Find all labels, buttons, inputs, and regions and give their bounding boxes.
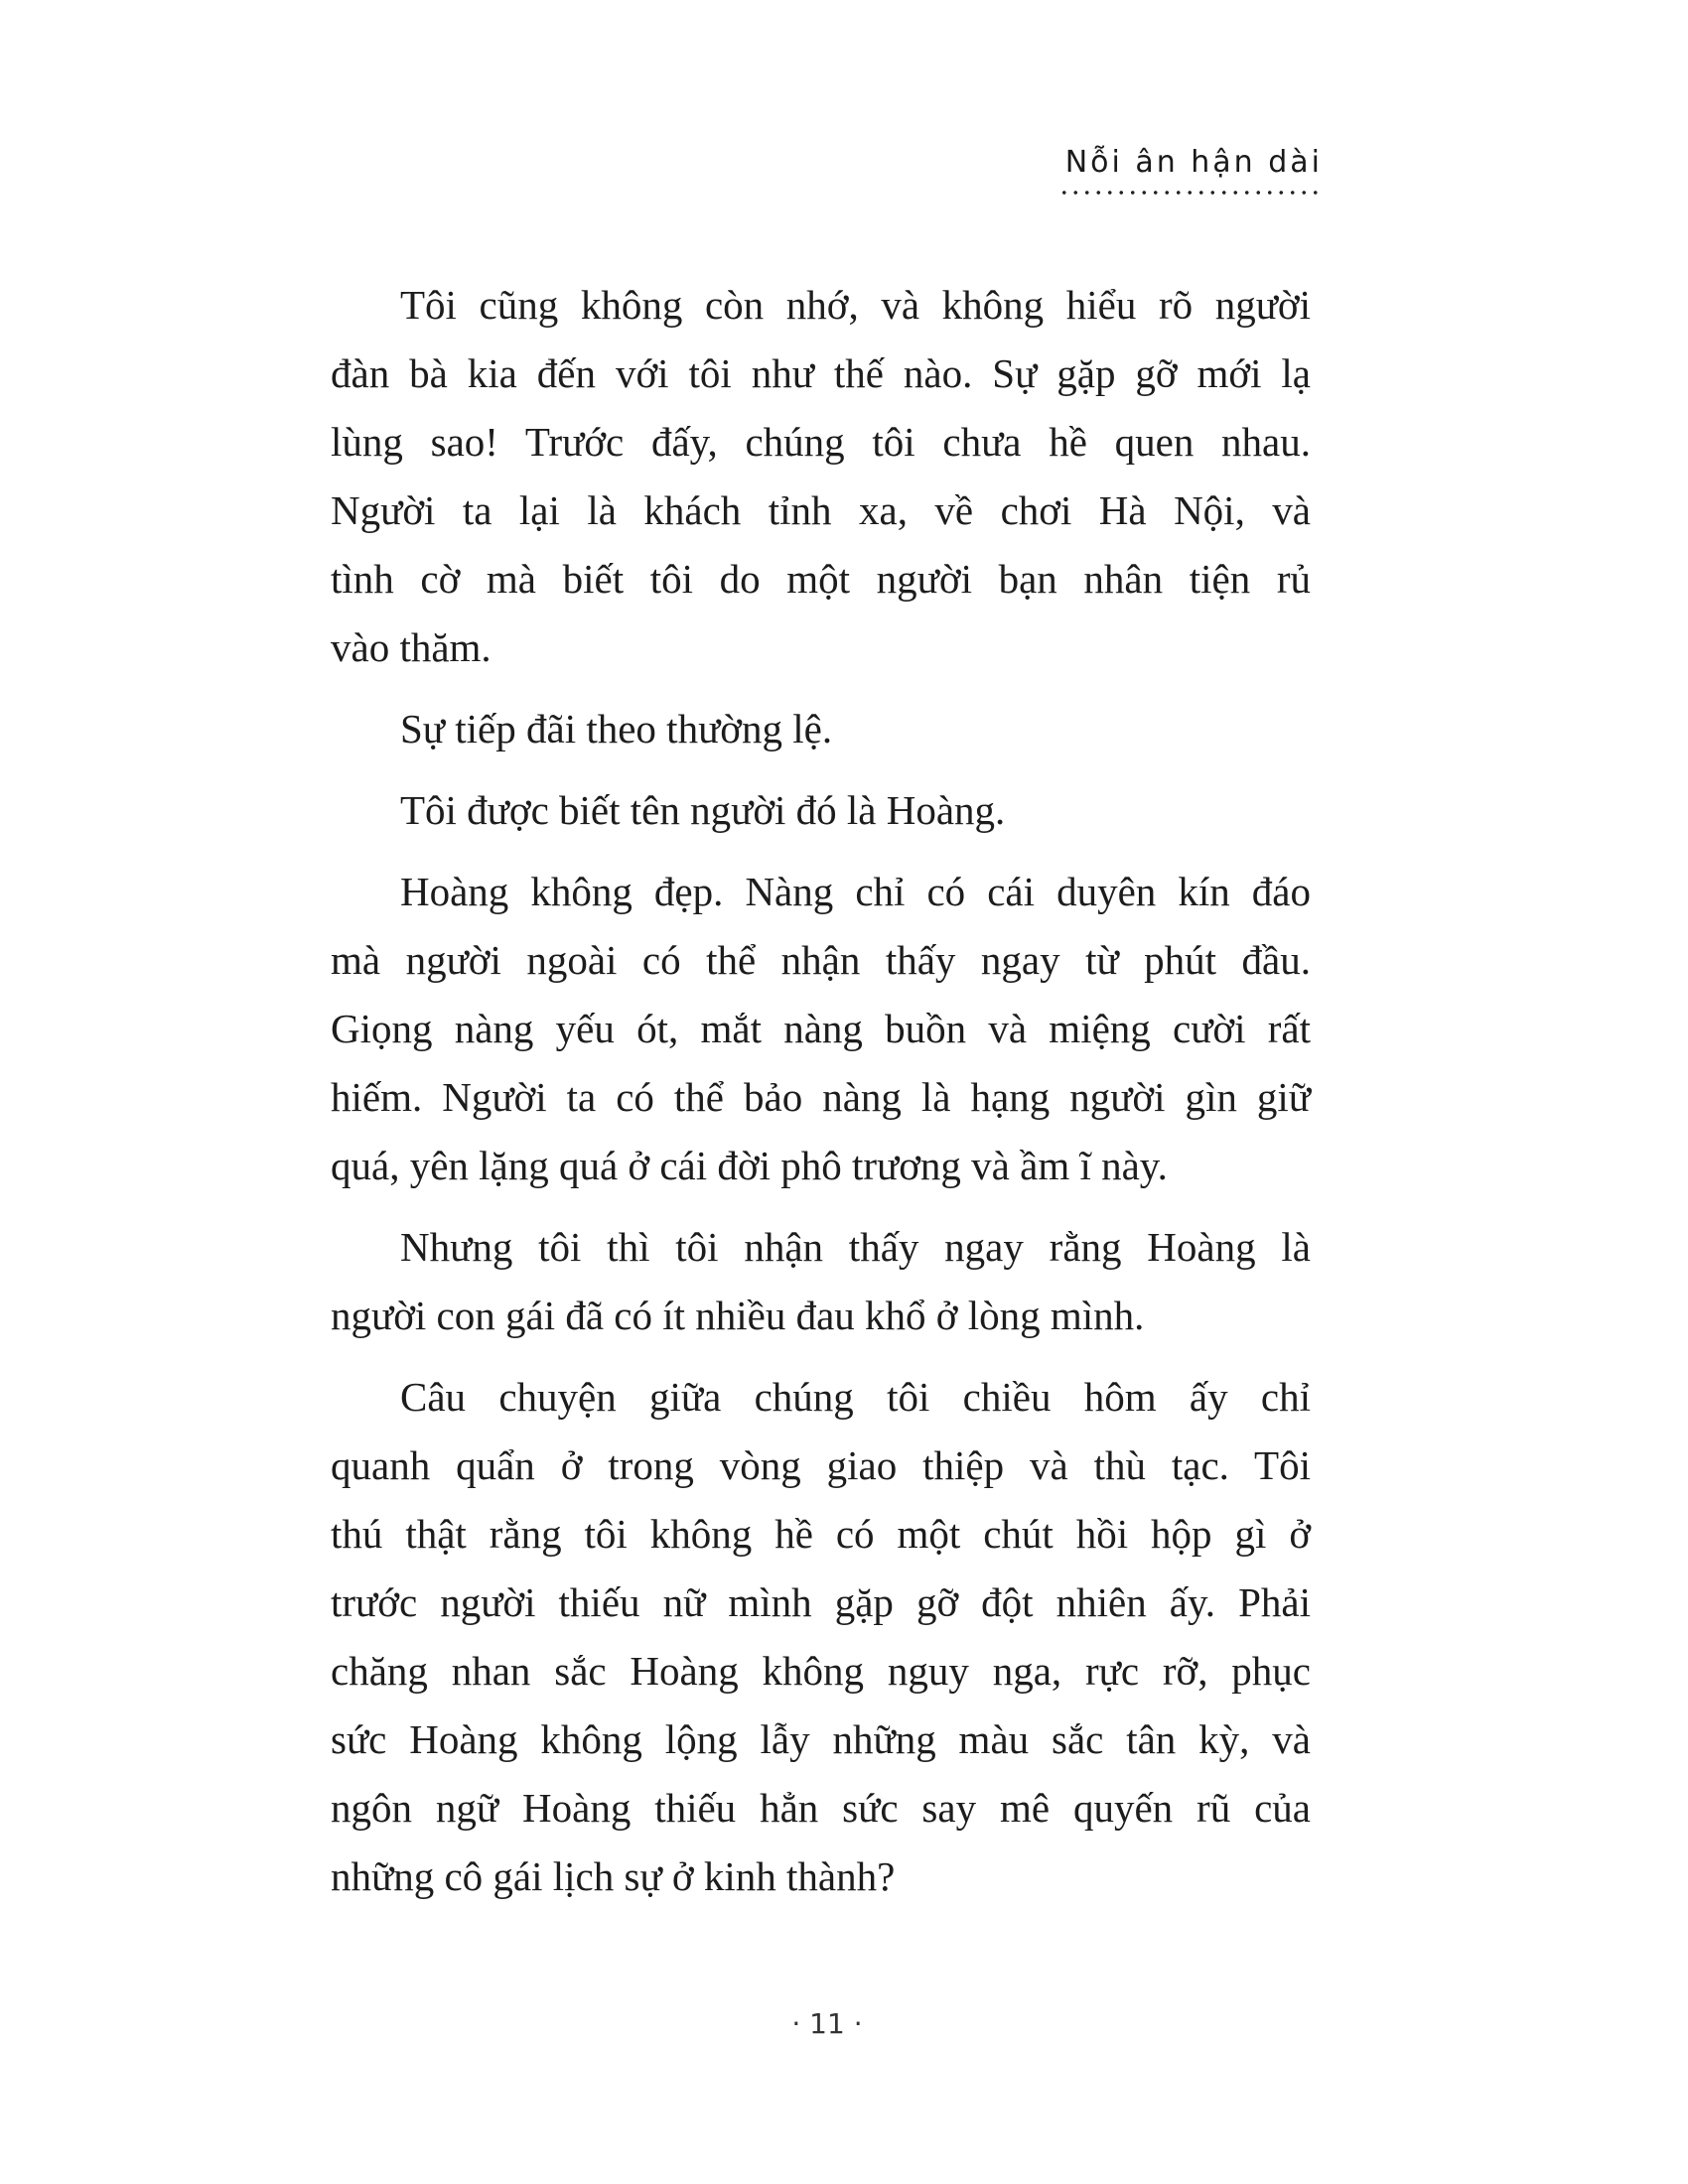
text-line: ngôn ngữ Hoàng thiếu hẳn sức say mê quyến rũ của: [331, 1785, 1311, 1831]
text-line: vào thăm.: [331, 624, 492, 670]
body-text: [331, 271, 1311, 1924]
text-line: quá, yên lặng quá ở cái đời phô trương và ầm ĩ này.: [331, 1143, 1168, 1188]
paragraph: [331, 695, 1311, 763]
running-head-dotted-rule: [1058, 190, 1323, 196]
text-line: sức Hoàng không lộng lẫy những màu sắc tân kỳ, và: [331, 1716, 1311, 1762]
text-line: người con gái đã có ít nhiều đau khổ ở lòng mình.: [331, 1293, 1145, 1338]
text-line: Câu chuyện giữa chúng tôi chiều hôm ấy chỉ: [400, 1374, 1311, 1420]
text-line: Tôi được biết tên người đó là Hoàng.: [400, 787, 1006, 833]
text-line: quanh quẩn ở trong vòng giao thiệp và thù tạc. Tôi: [331, 1442, 1311, 1488]
text-line: trước người thiếu nữ mình gặp gỡ đột nhiên ấy. Phải: [331, 1579, 1311, 1625]
text-line: mà người ngoài có thể nhận thấy ngay từ phút đầu.: [331, 937, 1311, 983]
text-line: chăng nhan sắc Hoàng không nguy nga, rực rỡ, phục: [331, 1648, 1311, 1694]
text-line: tình cờ mà biết tôi do một người bạn nhân tiện rủ: [331, 556, 1311, 602]
text-line: những cô gái lịch sự ở kinh thành?: [331, 1853, 896, 1899]
page-number: · 11 ·: [791, 2007, 863, 2040]
text-line: Nhưng tôi thì tôi nhận thấy ngay rằng Hoàng là: [400, 1224, 1311, 1270]
paragraph: [331, 776, 1311, 845]
paragraph: [331, 1213, 1311, 1350]
paragraph: [331, 858, 1311, 1200]
text-line: Hoàng không đẹp. Nàng chỉ có cái duyên kín đáo: [400, 869, 1311, 914]
text-line: thú thật rằng tôi không hề có một chút hồi hộp gì ở: [331, 1511, 1311, 1557]
text-line: đàn bà kia đến với tôi như thế nào. Sự gặp gỡ mới lạ: [331, 350, 1311, 396]
paragraph: [331, 271, 1311, 682]
text-line: lùng sao! Trước đấy, chúng tôi chưa hề quen nhau.: [331, 419, 1311, 465]
text-line: Giọng nàng yếu ót, mắt nàng buồn và miệng cười rất: [331, 1006, 1311, 1051]
text-line: Tôi cũng không còn nhớ, và không hiểu rõ người: [400, 282, 1311, 328]
text-line: hiếm. Người ta có thể bảo nàng là hạng người gìn giữ: [331, 1074, 1311, 1120]
paragraph: [331, 1363, 1311, 1911]
text-line: Sự tiếp đãi theo thường lệ.: [400, 706, 833, 751]
text-line: Người ta lại là khách tỉnh xa, về chơi Hà Nội, và: [331, 487, 1311, 533]
running-head: Nỗi ân hận dài: [1064, 145, 1323, 180]
